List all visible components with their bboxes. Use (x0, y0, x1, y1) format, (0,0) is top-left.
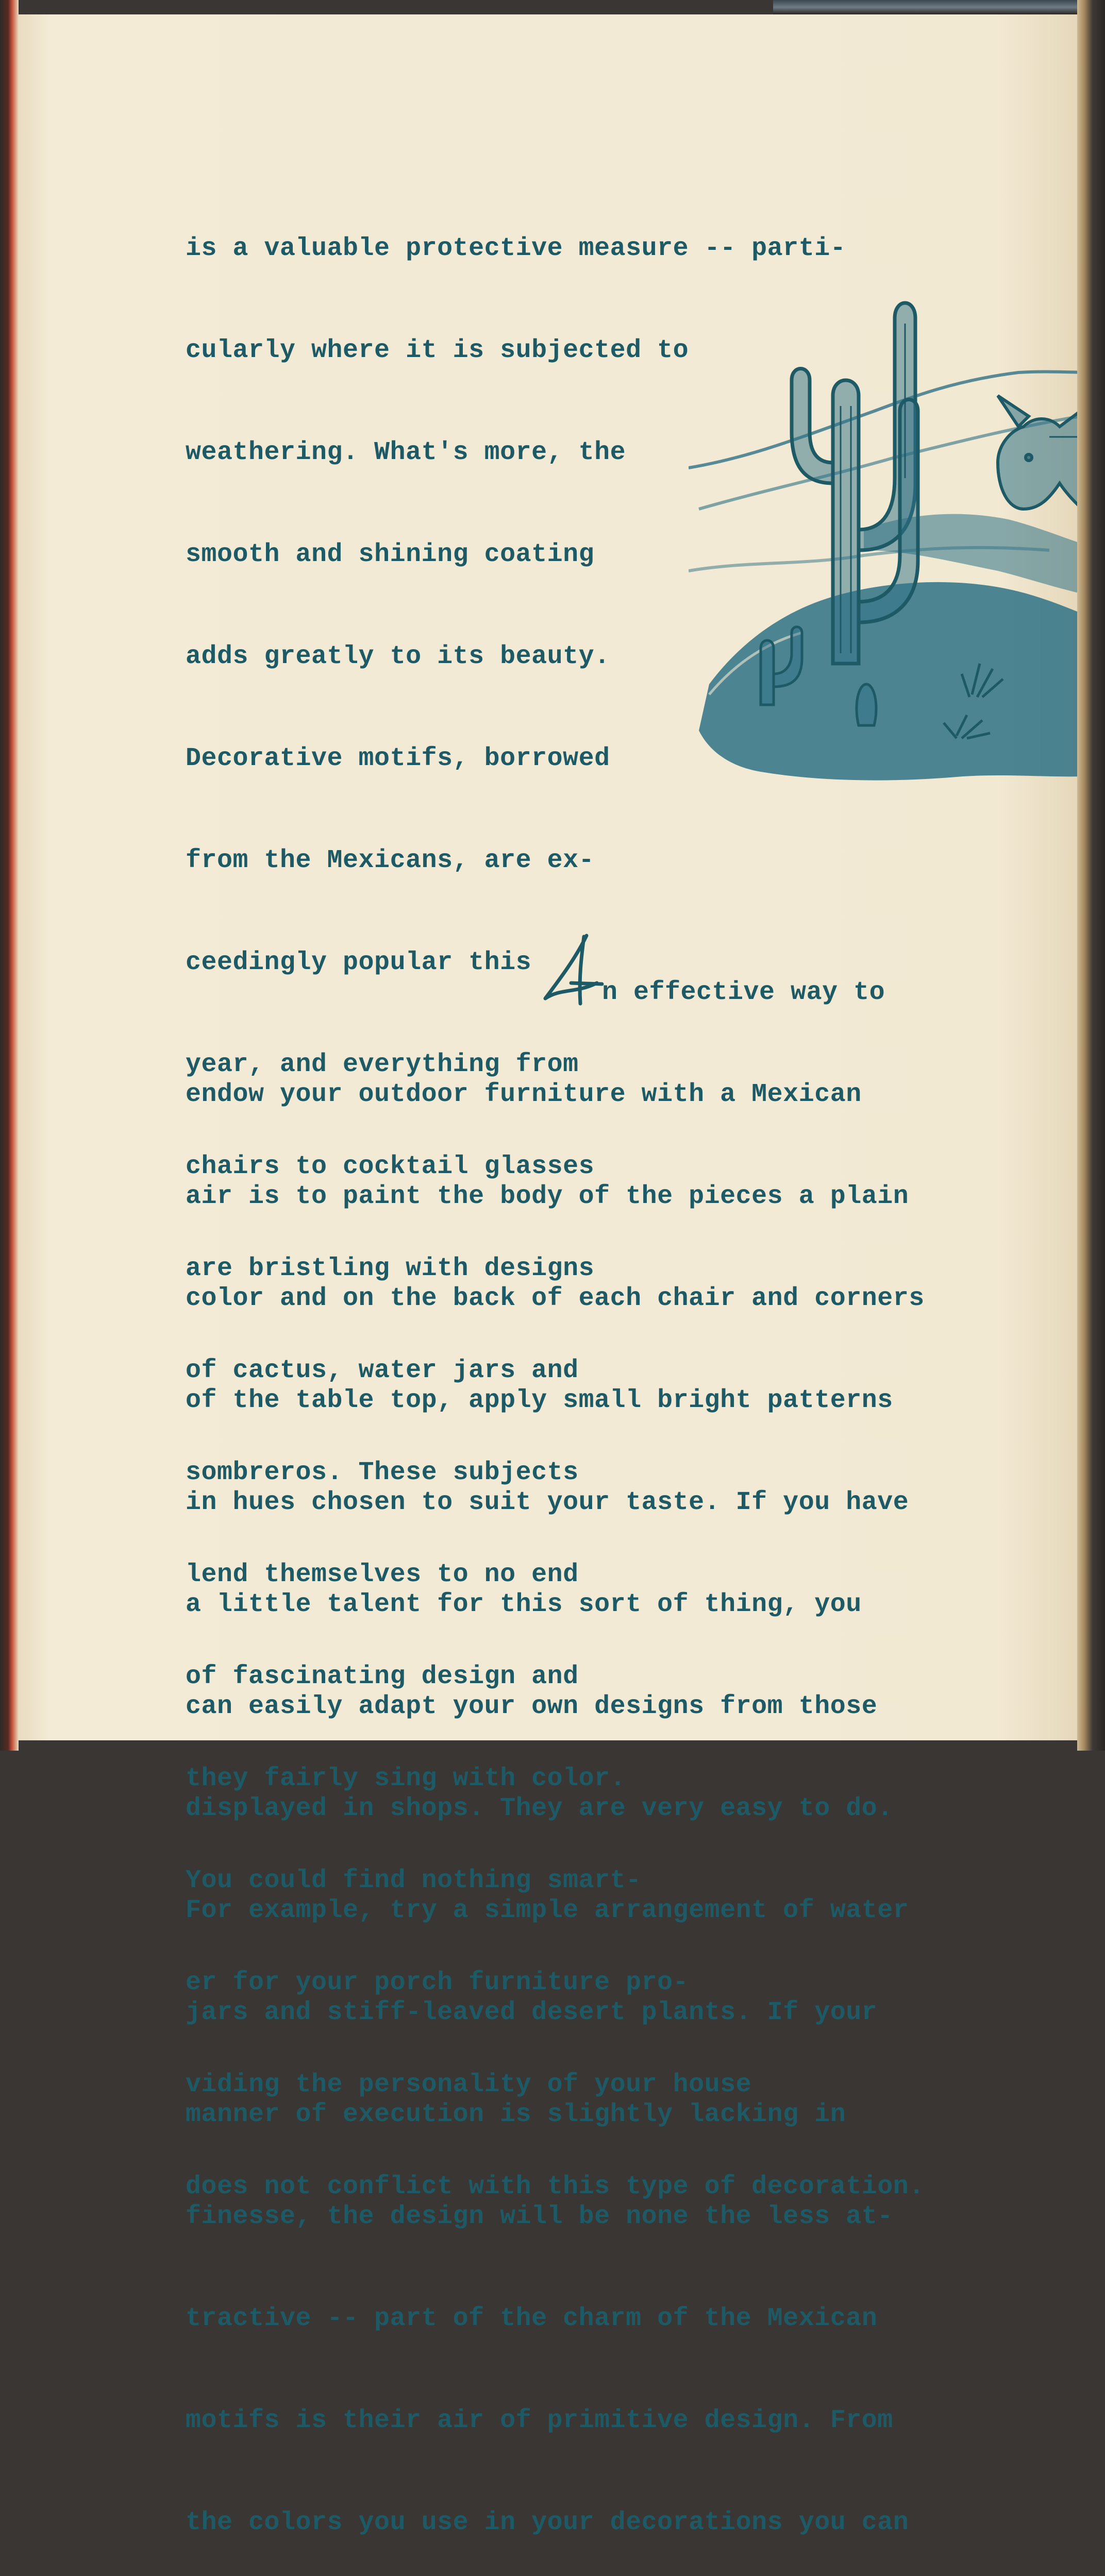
text-line: a little talent for this sort of thing, you (186, 1590, 862, 1619)
text-line: of fascinating design and (186, 1662, 579, 1691)
text-line: viding the personality of your house (186, 2070, 752, 2099)
text-line: motifs is their air of primitive design. From (186, 2406, 893, 2435)
text-line: adds greatly to its beauty. (186, 642, 610, 671)
text-line: displayed in shops. They are very easy to do. (186, 1794, 893, 1823)
drop-cap-letter (540, 926, 541, 927)
book-spine-edge (0, 0, 19, 1751)
text-line: ceedingly popular this (186, 948, 532, 977)
paragraph-2 (186, 1010, 925, 2576)
text-line: they fairly sing with color. (186, 1764, 626, 1793)
paragraph-2-first-line: n effective way to (602, 978, 885, 1007)
text-line: weathering. What's more, the (186, 438, 626, 467)
text-line: is a valuable protective measure -- parti- (186, 234, 846, 263)
text-line: For example, try a simple arrangement of water (186, 1896, 909, 1925)
text-line: in hues chosen to suit your taste. If you have (186, 1488, 909, 1517)
text-line: can easily adapt your own designs from those (186, 1692, 878, 1721)
text-line: sombreros. These subjects (186, 1458, 579, 1487)
text-line: jars and stiff-leaved desert plants. If your (186, 1998, 878, 2027)
book-page-edge-right (1077, 0, 1105, 1751)
text-line: smooth and shining coating (186, 540, 595, 569)
text-line: You could find nothing smart- (186, 1866, 642, 1895)
text-line: from the Mexicans, are ex- (186, 846, 595, 875)
text-line: Decorative motifs, borrowed (186, 744, 610, 773)
text-line: color and on the back of each chair and corners (186, 1284, 925, 1313)
book-page (19, 14, 1084, 2537)
text-line: finesse, the design will be none the less at- (186, 2202, 893, 2231)
text-line: lend themselves to no end (186, 1560, 579, 1589)
text-line: manner of execution is slightly lacking in (186, 2100, 846, 2129)
text-line: of cactus, water jars and (186, 1356, 579, 1385)
text-line: chairs to cocktail glasses (186, 1152, 595, 1181)
text-line: does not conflict with this type of decoration. (186, 2172, 925, 2201)
text-line: are bristling with designs (186, 1254, 595, 1283)
text-line: tractive -- part of the charm of the Mexican (186, 2304, 878, 2333)
drop-cap-a-icon (540, 926, 612, 1009)
drop-cap (540, 926, 612, 1009)
text-line: year, and everything from (186, 1050, 579, 1079)
book-cover-edge (773, 0, 1105, 14)
text-line: air is to paint the body of the pieces a plain (186, 1182, 909, 1211)
text-line: er for your porch furniture pro- (186, 1968, 689, 1997)
text-line: the colors you use in your decorations you can (186, 2508, 909, 2537)
text-line: of the table top, apply small bright patterns (186, 1386, 893, 1415)
text-line: cularly where it is subjected to (186, 336, 689, 365)
text-line: endow your outdoor furniture with a Mexican (186, 1080, 862, 1109)
